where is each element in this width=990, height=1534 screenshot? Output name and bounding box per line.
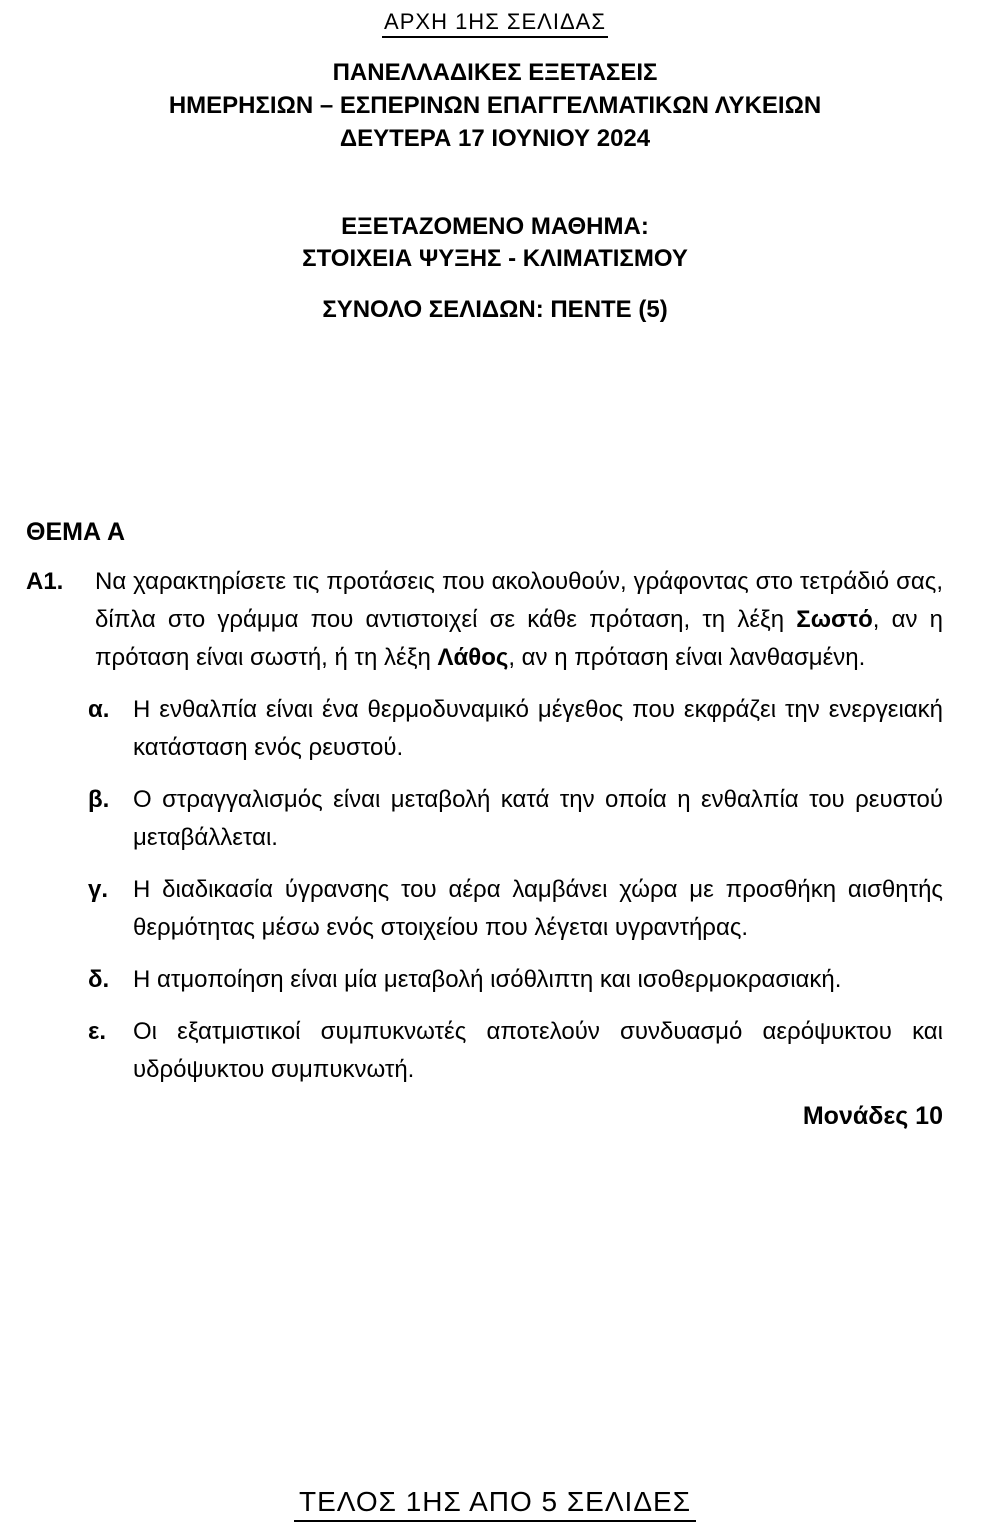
list-item-delta [26, 961, 943, 999]
bold-keyword-lathos: Λάθος [437, 644, 509, 671]
list-item-alpha-label: α. [88, 696, 110, 723]
list-item-epsilon-label: ε. [88, 1018, 107, 1045]
page-end-marker-text: ΤΕΛΟΣ 1ΗΣ ΑΠΟ 5 ΣΕΛΙΔΕΣ [294, 1486, 696, 1522]
exam-title-line-1: ΠΑΝΕΛΛΑΔΙΚΕΣ ΕΞΕΤΑΣΕΙΣ [332, 59, 658, 86]
bold-keyword-sosto: Σωστό [796, 606, 873, 633]
exam-title-block [0, 56, 990, 155]
list-item-delta-label: δ. [88, 966, 110, 993]
list-item-epsilon [26, 1013, 943, 1089]
points-badge: Μονάδες 10 [802, 1102, 943, 1130]
exam-title-line-2: ΗΜΕΡΗΣΙΩΝ – ΕΣΠΕΡΙΝΩΝ ΕΠΑΓΓΕΛΜΑΤΙΚΩΝ ΛΥΚΕΙΩΝ [168, 92, 822, 119]
subject-block [0, 211, 990, 275]
theme-title: ΘΕΜΑ Α [26, 518, 126, 546]
list-item-gamma [26, 871, 943, 947]
question-a1 [26, 563, 943, 677]
list-item-beta [26, 781, 943, 857]
list-item-beta-label: β. [88, 786, 110, 813]
question-a1-label: Α1. [26, 568, 64, 595]
list-item-beta-text: Ο στραγγαλισμός είναι μεταβολή κατά την οποία η ενθαλπία του ρευστού μεταβάλλεται. [133, 786, 943, 851]
list-item-epsilon-text: Οι εξατμιστικοί συμπυκνωτές αποτελούν συνδυασμό αερόψυκτου και υδρόψυκτου συμπυκνωτή. [133, 1018, 943, 1083]
pages-total: ΣΥΝΟΛΟ ΣΕΛΙΔΩΝ: ΠΕΝΤΕ (5) [322, 296, 668, 323]
question-intro-part2: , αν η πρόταση είναι σωστή, ή τη λέξη [95, 606, 943, 671]
list-item-alpha-text: Η ενθαλπία είναι ένα θερμοδυναμικό μέγεθος που εκφράζει την ενεργειακή κατάσταση ενός ρευστού. [133, 696, 943, 761]
question-intro-part3: , αν η πρόταση είναι λανθασμένη. [508, 644, 866, 671]
page-start-marker [0, 9, 990, 35]
page-start-marker-text: ΑΡΧΗ 1ΗΣ ΣΕΛΙΔΑΣ [382, 9, 608, 38]
subject-name: ΣΤΟΙΧΕΙΑ ΨΥΞΗΣ - ΚΛΙΜΑΤΙΣΜΟΥ [302, 245, 688, 272]
question-a1-text [95, 563, 943, 677]
question-intro-part1: Να χαρακτηρίσετε τις προτάσεις που ακολουθούν, γράφοντας στο τετράδιό σας, δίπλα στο γράμμα που αντιστοιχεί σε κάθε πρόταση, τη λέξη [95, 568, 943, 633]
list-item-delta-text: Η ατμοποίηση είναι μία μεταβολή ισόθλιπτη και ισοθερμοκρασιακή. [133, 966, 842, 993]
list-item-gamma-label: γ. [88, 876, 109, 903]
theme-a-section [26, 517, 943, 1135]
exam-title-line-3: ΔΕΥΤΕΡΑ 17 ΙΟΥΝΙΟΥ 2024 [339, 125, 651, 152]
subject-label: ΕΞΕΤΑΖΟΜΕΝΟ ΜΑΘΗΜΑ: [341, 213, 649, 240]
list-item-alpha [26, 691, 943, 767]
list-item-gamma-text: Η διαδικασία ύγρανσης του αέρα λαμβάνει χώρα με προσθήκη αισθητής θερμότητας μέσω ενός στοιχείου που λέγεται υγραντήρας. [133, 876, 943, 941]
page-end-marker [0, 1486, 990, 1518]
